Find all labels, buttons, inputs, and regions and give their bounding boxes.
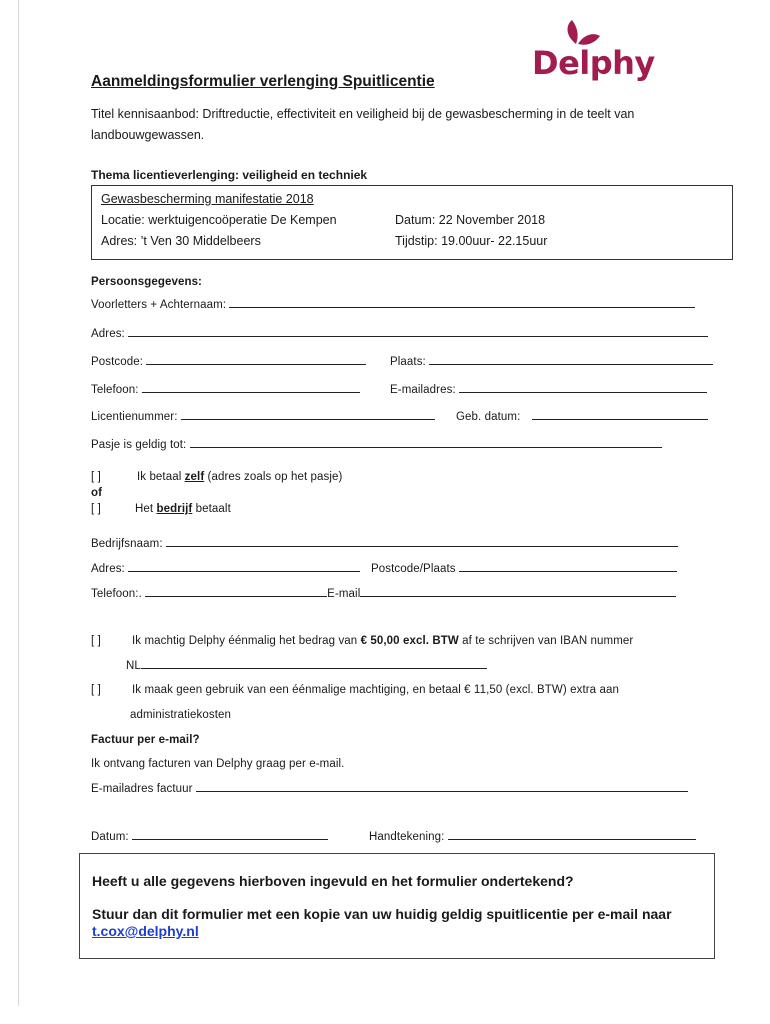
iban-field[interactable] [126, 659, 487, 672]
invoice-email-label: E-mailadres factuur [91, 783, 193, 795]
postcode-label: Postcode: [91, 356, 144, 368]
invoice-heading: Factuur per e-mail? [91, 734, 200, 746]
event-address: Adres: ’t Ven 30 Middelbeers [101, 234, 261, 248]
pay-self-option [137, 471, 342, 483]
pay-company-checkbox[interactable]: [ ] [91, 503, 101, 515]
callout-instruction [92, 906, 704, 940]
pay-self-post: (adres zoals op het pasje) [207, 471, 343, 483]
company-postcode-input[interactable] [459, 562, 677, 572]
callout-instruction-text: Stuur dan dit formulier met een kopie van uw huidig geldig spuitlicentie per e-mail naar [92, 906, 672, 922]
company-address-label: Adres: [91, 563, 125, 575]
signature-input[interactable] [448, 830, 696, 840]
address-field[interactable] [91, 327, 708, 340]
mandate-amount: € 50,00 excl. BTW [360, 635, 459, 647]
page-edge [18, 0, 19, 1006]
valid-field[interactable] [91, 438, 662, 451]
event-date: Datum: 22 November 2018 [395, 213, 546, 227]
email-field[interactable] [390, 383, 707, 396]
theme-heading: Thema licentieverlenging: veiligheid en techniek [91, 168, 368, 182]
place-field[interactable] [390, 355, 713, 368]
iban-input[interactable] [141, 659, 487, 669]
invoice-text: Ik ontvang facturen van Delphy graag per e-mail. [91, 758, 345, 770]
valid-label: Pasje is geldig tot: [91, 439, 187, 451]
no-mandate-checkbox[interactable]: [ ] [91, 684, 101, 696]
address-label: Adres: [91, 328, 125, 340]
event-box [91, 185, 733, 260]
pay-self-pre: Ik betaal [137, 471, 182, 483]
date-label: Datum: [91, 831, 129, 843]
invoice-email-field[interactable] [91, 782, 688, 795]
phone-field[interactable] [91, 383, 360, 396]
postcode-field[interactable] [91, 355, 366, 368]
personal-heading: Persoonsgegevens: [91, 276, 202, 288]
pay-self-word: zelf [184, 471, 205, 483]
event-time: Tijdstip: 19.00uur- 22.15uur [395, 234, 548, 248]
or-label: of [91, 487, 103, 499]
license-field[interactable] [91, 410, 435, 423]
license-label: Licentienummer: [91, 411, 178, 423]
company-phone-field[interactable] [91, 587, 676, 600]
company-postcode-label: Postcode/Plaats [371, 563, 456, 575]
birth-label: Geb. datum: [456, 411, 521, 423]
pay-company-option [135, 503, 231, 515]
pay-company-word: bedrijf [156, 503, 193, 515]
pay-self-checkbox[interactable]: [ ] [91, 471, 101, 483]
address-input[interactable] [128, 327, 708, 337]
pay-company-post: betaalt [195, 503, 231, 515]
logo-text: Delphy [532, 44, 655, 82]
no-mandate-text: Ik maak geen gebruik van een éénmalige machtiging, en betaal € 11,50 (excl. BTW) extra aan [132, 684, 619, 696]
mandate-checkbox[interactable]: [ ] [91, 635, 101, 647]
company-email-input[interactable] [360, 587, 676, 597]
postcode-input[interactable] [146, 355, 366, 365]
email-input[interactable] [459, 383, 707, 393]
birth-input[interactable] [532, 410, 708, 420]
email-label: E-mailadres: [390, 384, 456, 396]
company-name-input[interactable] [166, 537, 678, 547]
company-email-label: E-mail [327, 588, 361, 600]
company-name-label: Bedrijfsnaam: [91, 538, 163, 550]
form-title: Aanmeldingsformulier verlenging Spuitlicentie [91, 73, 435, 90]
name-field[interactable] [91, 298, 695, 311]
company-name-field[interactable] [91, 537, 678, 550]
mandate-text [132, 635, 633, 647]
event-location: Locatie: werktuigencoöperatie De Kempen [101, 213, 337, 227]
no-mandate-text-2: administratiekosten [130, 709, 231, 721]
invoice-email-input[interactable] [196, 782, 688, 792]
company-address-field[interactable] [91, 562, 360, 575]
delphy-logo [532, 18, 655, 84]
mandate-post: af te schrijven van IBAN nummer [462, 635, 634, 647]
license-input[interactable] [181, 410, 435, 420]
place-input[interactable] [429, 355, 713, 365]
company-phone-label: Telefoon:. [91, 588, 142, 600]
name-label: Voorletters + Achternaam: [91, 299, 227, 311]
mandate-pre: Ik machtig Delphy éénmalig het bedrag van [132, 635, 358, 647]
signature-label: Handtekening: [369, 831, 445, 843]
company-phone-input[interactable] [145, 587, 327, 597]
valid-input[interactable] [190, 438, 662, 448]
callout-question: Heeft u alle gegevens hierboven ingevuld en het formulier ondertekend? [92, 873, 574, 889]
callout-box [79, 853, 715, 959]
date-input[interactable] [132, 830, 328, 840]
callout-email-link[interactable]: t.cox@delphy.nl [92, 923, 199, 939]
iban-prefix: NL [126, 660, 141, 672]
event-name: Gewasbescherming manifestatie 2018 [101, 192, 314, 206]
pay-company-pre: Het [135, 503, 154, 515]
birth-field[interactable] [456, 410, 708, 423]
place-label: Plaats: [390, 356, 426, 368]
intro-text: Titel kennisaanbod: Driftreductie, effectiviteit en veiligheid bij de gewasbescherming in de teelt van landbouwgewassen. [91, 107, 635, 142]
name-input[interactable] [229, 298, 695, 308]
phone-label: Telefoon: [91, 384, 139, 396]
phone-input[interactable] [142, 383, 360, 393]
signature-field[interactable] [369, 830, 696, 843]
company-address-input[interactable] [128, 562, 360, 572]
company-postcode-field[interactable] [371, 562, 677, 575]
date-field[interactable] [91, 830, 328, 843]
